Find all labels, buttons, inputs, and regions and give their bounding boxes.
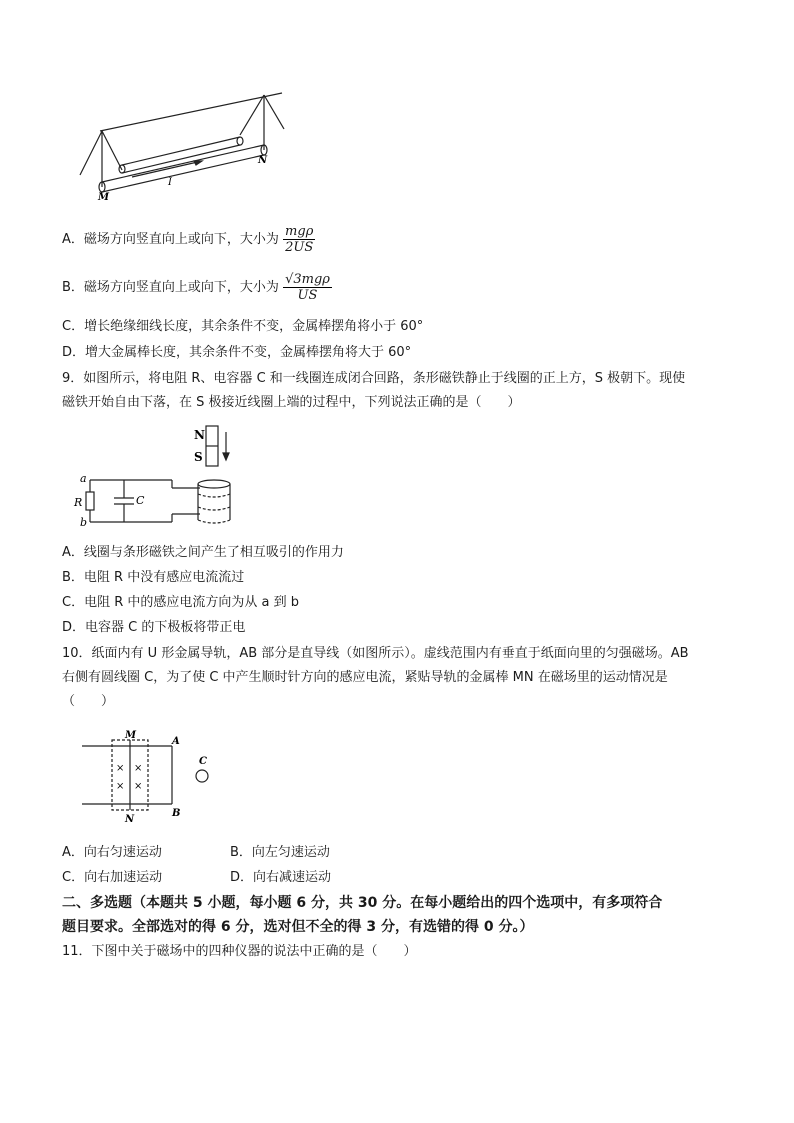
q8-option-c: C．增长绝缘细线长度，其余条件不变，金属棒摆角将小于 60° xyxy=(62,319,424,334)
section2-heading-line2: 题目要求。全部选对的得 6 分，选对但不全的得 3 分，有选错的得 0 分。） xyxy=(62,919,534,935)
q10-stem-line1: 10．纸面内有 U 形金属导轨，AB 部分是直导线（如图所示）。虚线范围内有垂直于纸面向里的匀强磁场。AB xyxy=(62,646,689,661)
q8-option-b-numerator: √3mgρ xyxy=(285,272,330,287)
q8-option-a-denominator: 2US xyxy=(283,239,315,255)
section2-heading-line1: 二、多选题（本题共 5 小题，每小题 6 分，共 30 分。在每小题给出的四个选项中，有多项符合 xyxy=(62,895,663,911)
q8-option-a-fraction xyxy=(283,224,315,255)
q11-stem: 11．下图中关于磁场中的四种仪器的说法中正确的是（ ） xyxy=(62,944,417,959)
field-cross-1: × xyxy=(116,763,125,774)
q8-figure xyxy=(72,85,294,200)
magnet-label-N: N xyxy=(194,428,205,442)
q9-option-b: B．电阻 R 中没有感应电流流过 xyxy=(62,570,245,585)
q9-option-d: D．电容器 C 的下极板将带正电 xyxy=(62,620,246,635)
q9-figure xyxy=(72,422,252,534)
label-b: b xyxy=(80,516,88,529)
field-cross-2: × xyxy=(134,763,143,774)
q8-option-b-denominator: US xyxy=(283,287,332,303)
magnet-label-S: S xyxy=(194,450,203,464)
q9-option-a: A．线圈与条形磁铁之间产生了相互吸引的作用力 xyxy=(62,545,344,560)
label-M: M xyxy=(98,192,110,200)
label-B: B xyxy=(172,808,181,819)
q9-option-c: C．电阻 R 中的感应电流方向为从 a 到 b xyxy=(62,595,299,610)
label-M: M xyxy=(125,730,137,741)
q8-option-b-text: B．磁场方向竖直向上或向下，大小为 xyxy=(62,280,279,295)
label-N: N xyxy=(125,814,135,825)
q8-option-a-numerator: mgρ xyxy=(285,224,314,239)
label-A: A xyxy=(172,736,180,747)
label-C: C xyxy=(136,494,145,507)
q10-figure xyxy=(72,726,222,826)
q10-option-b: B．向左匀速运动 xyxy=(230,845,330,860)
label-a: a xyxy=(80,472,87,485)
q10-option-a: A．向右匀速运动 xyxy=(62,845,162,860)
field-cross-3: × xyxy=(116,781,125,792)
q10-stem-line2: 右侧有圆线圈 C，为了使 C 中产生顺时针方向的感应电流，紧贴导轨的金属棒 MN 在磁场里的运动情况是 xyxy=(62,670,668,685)
q8-option-b-fraction xyxy=(283,272,332,303)
label-I: I xyxy=(168,177,172,188)
label-C: C xyxy=(199,756,207,767)
label-R: R xyxy=(74,496,83,509)
q8-option-d: D．增大金属棒长度，其余条件不变，金属棒摆角将大于 60° xyxy=(62,345,412,360)
label-N: N xyxy=(258,155,268,166)
q8-option-a-text: A．磁场方向竖直向上或向下，大小为 xyxy=(62,232,279,247)
q10-option-d: D．向右减速运动 xyxy=(230,870,332,885)
q8-option-a xyxy=(62,224,315,255)
q10-option-c: C．向右加速运动 xyxy=(62,870,163,885)
q10-stem-line3: （ ） xyxy=(62,694,115,709)
q9-stem-line2: 磁铁开始自由下落，在 S 极接近线圈上端的过程中，下列说法正确的是（ ） xyxy=(62,395,521,410)
q8-option-b xyxy=(62,272,332,303)
q9-stem-line1: 9．如图所示，将电阻 R、电容器 C 和一线圈连成闭合回路，条形磁铁静止于线圈的正上方，S 极朝下。现使 xyxy=(62,371,686,386)
field-cross-4: × xyxy=(134,781,143,792)
